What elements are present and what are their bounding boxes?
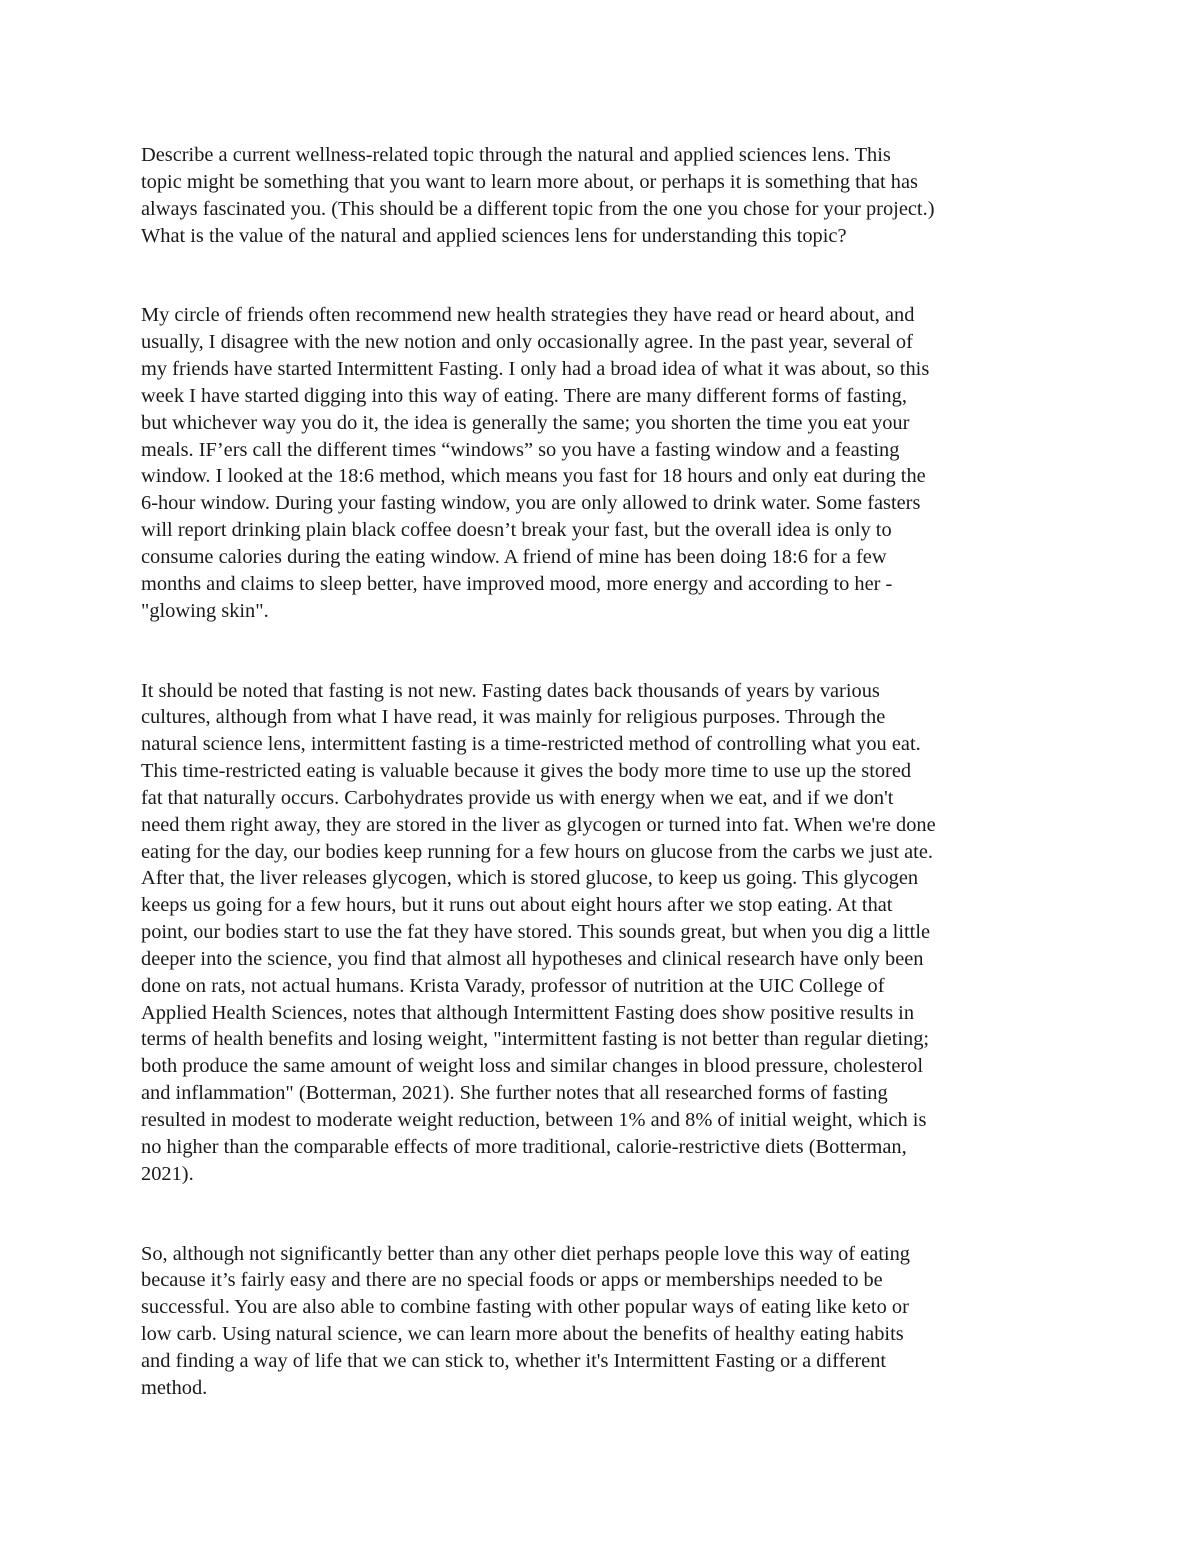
assignment-prompt: Describe a current wellness-related topic through the natural and applied sciences lens. This topic might be something that you want to learn more about, or perhaps it is something that has always fascinated you. (This should be a different topic from the one you chose for your project.) What is the value of the natural and applied sciences lens for understanding this topic? bbox=[141, 144, 935, 247]
paragraph-conclusion: So, although not significantly better than any other diet perhaps people love this way of eating because it’s fairly easy and there are no special foods or apps or memberships needed to be successful. You are also able to combine fasting with other popular ways of eating like keto or low carb. Using natural science, we can learn more about the benefits of healthy eating habits and finding a way of life that we can stick to, whether it's Intermittent Fasting or a different method. bbox=[141, 1242, 910, 1399]
paragraph-friends-fasting: My circle of friends often recommend new health strategies they have read or heard about, and usually, I disagree with the new notion and only occasionally agree. In the past year, several of my friends have started Intermittent Fasting. I only had a broad idea of what it was about, so this week I have started digging into this way of eating. There are many different forms of fasting, but whichever way you do it, the idea is generally the same; you shorten the time you eat your meals. IF’ers call the different times “windows” so you have a fasting window and a feasting window. I looked at the 18:6 method, which means you fast for 18 hours and only eat during the 6-hour window. During your fasting window, you are only allowed to drink water. Some fasters will report drinking plain black coffee doesn’t break your fast, but the overall idea is only to consume calories during the eating window. A friend of mine has been doing 18:6 for a few months and claims to sleep better, have improved mood, more energy and according to her - "glowing skin". bbox=[141, 304, 930, 622]
paragraph-spacer bbox=[141, 249, 1066, 302]
paragraph-spacer bbox=[141, 625, 1066, 678]
paragraph-natural-science: It should be noted that fasting is not new. Fasting dates back thousands of years by various cultures, although from what I have read, it was mainly for religious purposes. Through the natural science lens, intermittent fasting is a time-restricted method of controlling what you eat. This time-restricted eating is valuable because it gives the body more time to use up the stored fat that naturally occurs. Carbohydrates provide us with energy when we eat, and if we don't need them right away, they are stored in the liver as glycogen or turned into fat. When we're done eating for the day, our bodies keep running for a few hours on glucose from the carbs we just ate. After that, the liver releases glycogen, which is stored glucose, to keep us going. This glycogen keeps us going for a few hours, but it runs out about eight hours after we stop eating. At that point, our bodies start to use the fat they have stored. This sounds great, but when you dig a little deeper into the science, you find that almost all hypotheses and clinical research have only been done on rats, not actual humans. Krista Varady, professor of nutrition at the UIC College of Applied Health Sciences, notes that although Intermittent Fasting does show positive results in terms of health benefits and losing weight, "intermittent fasting is not better than regular dieting; both produce the same amount of weight loss and similar changes in blood pressure, cholesterol and inflammation" (Botterman, 2021). She further notes that all researched forms of fasting resulted in modest to moderate weight reduction, between 1% and 8% of initial weight, which is no higher than the comparable effects of more traditional, calorie-restrictive diets (Botterman, 2021). bbox=[141, 679, 936, 1185]
document-body bbox=[141, 142, 1066, 1402]
paragraph-spacer bbox=[141, 1188, 1066, 1241]
